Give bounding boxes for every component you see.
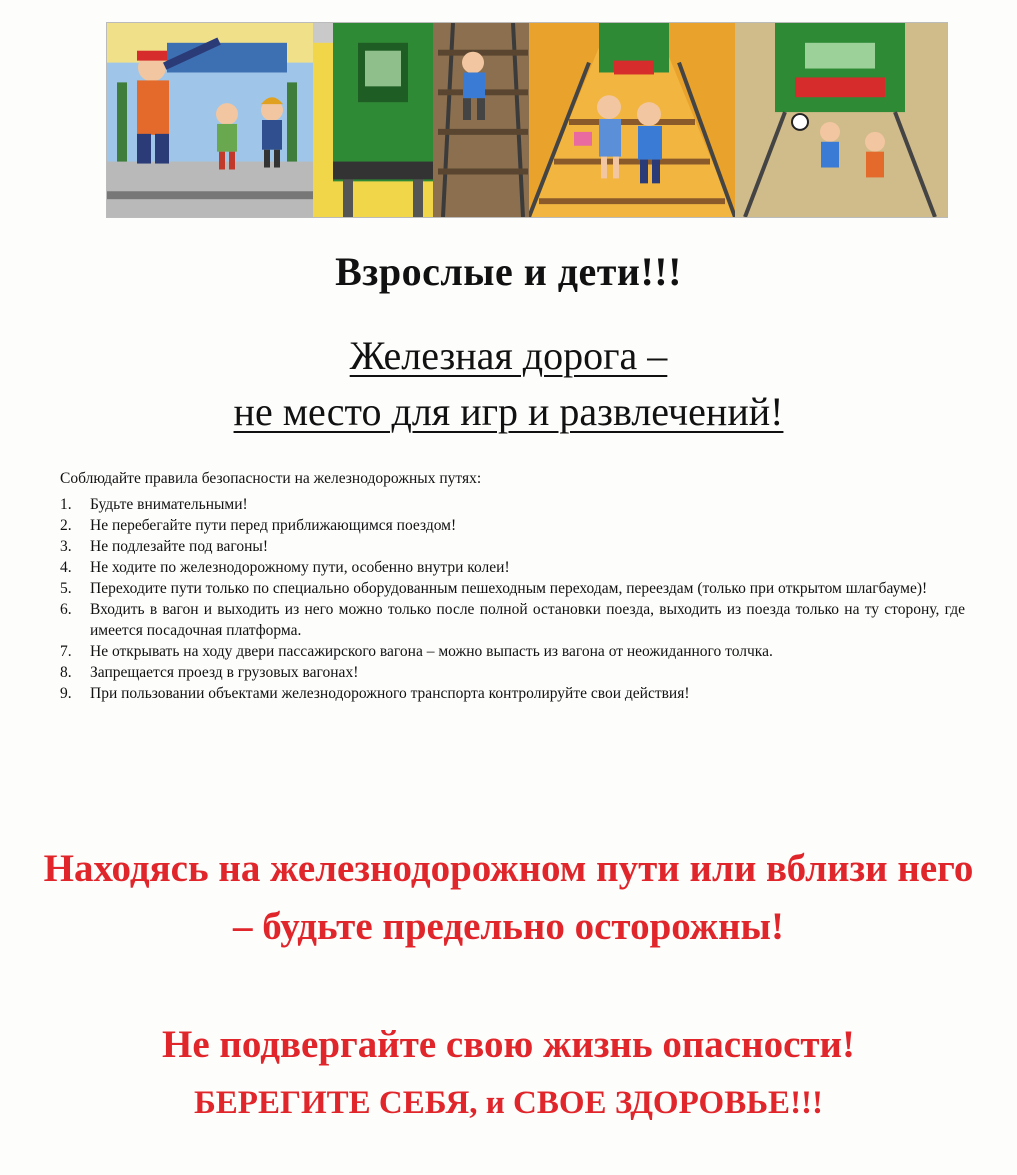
- page-subtitle: [0, 328, 1017, 440]
- subtitle-line-1: Железная дорога –: [349, 333, 668, 378]
- list-item: 8. Запрещается проезд в грузовых вагонах!: [60, 664, 359, 681]
- children-walking-on-tracks-panel: [529, 23, 735, 217]
- subtitle-line-2: не место для игр и развлечений!: [233, 389, 784, 434]
- main-warning: Находясь на железнодорожном пути или вблизи него – будьте предельно осторожны!: [43, 847, 974, 948]
- safety-rules-list: [60, 494, 965, 704]
- rules-intro: Соблюдайте правила безопасности на железнодорожных путях:: [60, 470, 482, 487]
- list-item: 6. Входить в вагон и выходить из него можно только после полной остановки поезда, выходить из поезда только на ту сторону, где имеется посадочная платформа.: [60, 601, 965, 639]
- page-title: Взрослые и дети!!!: [335, 249, 682, 294]
- list-item: 1. Будьте внимательными!: [60, 496, 248, 513]
- train-approaching-children-panel: [735, 23, 947, 217]
- list-item: 3. Не подлезайте под вагоны!: [60, 538, 269, 555]
- list-item: 2. Не перебегайте пути перед приближающимся поездом!: [60, 517, 457, 534]
- train-car-and-boy-panel: [313, 23, 529, 217]
- list-item: 9. При пользовании объектами железнодорожного транспорта контролируйте свои действия!: [60, 685, 690, 702]
- list-item: 4. Не ходите по железнодорожному пути, особенно внутри колеи!: [60, 559, 510, 576]
- list-item: 5. Переходите пути только по специально оборудованным пешеходным переходам, переездам (только при открытом шлагбауме)!: [60, 580, 928, 597]
- railway-worker-and-children-panel: [107, 23, 313, 217]
- illustration-banner: [106, 22, 948, 218]
- health-warning: БЕРЕГИТЕ СЕБЯ, и СВОЕ ЗДОРОВЬЕ!!!: [193, 1085, 824, 1121]
- list-item: 7. Не открывать на ходу двери пассажирского вагона – можно выпасть из вагона от неожиданного толчка.: [60, 643, 773, 660]
- life-warning: Не подвергайте свою жизнь опасности!: [161, 1023, 856, 1066]
